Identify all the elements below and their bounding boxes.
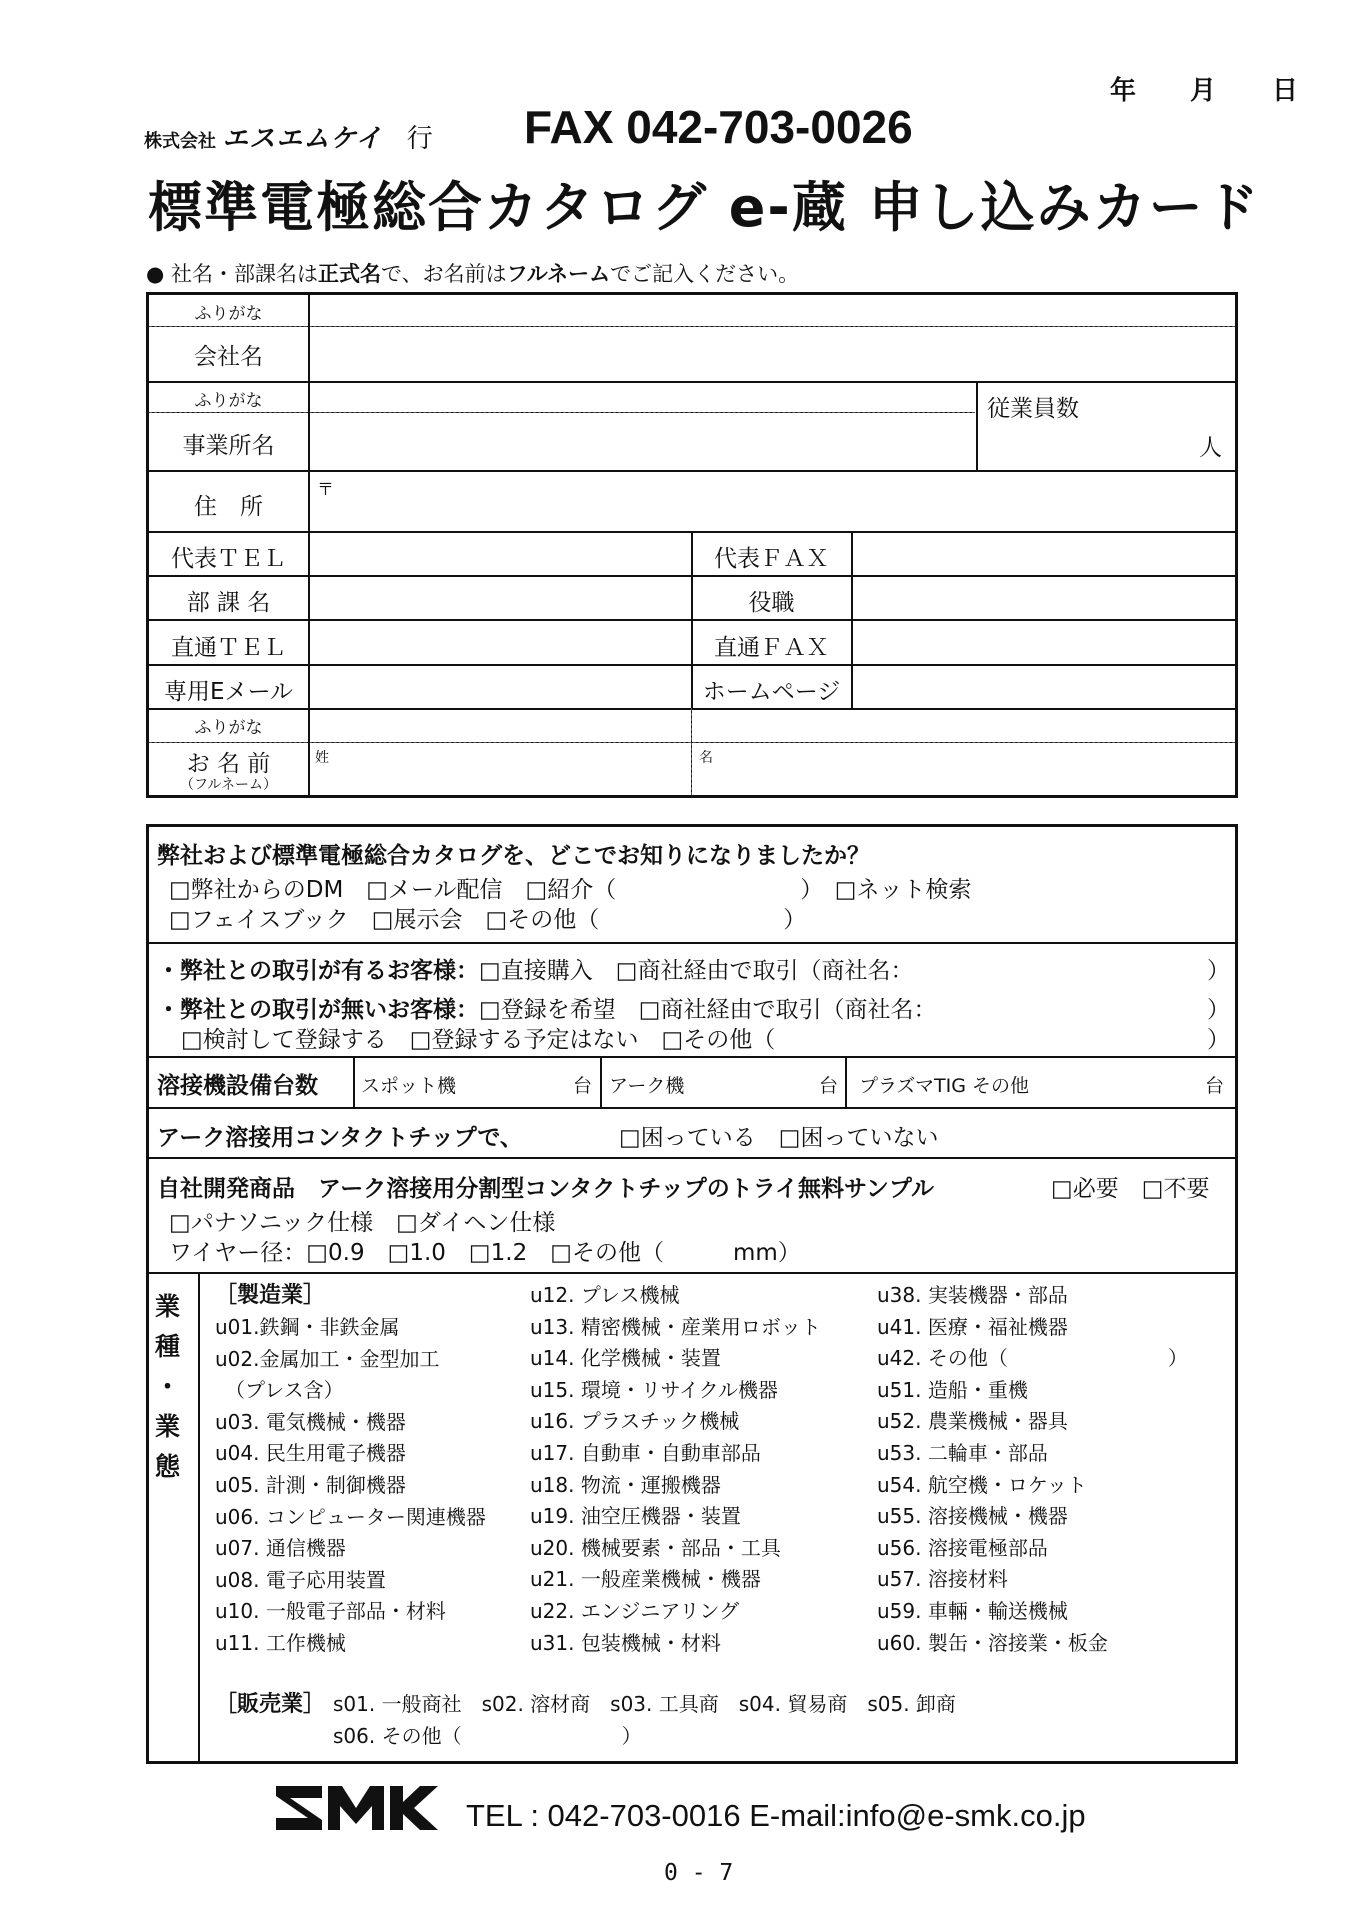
list-item: u03. 電気機械・機器 bbox=[215, 1409, 406, 1434]
arc-unit: 台 bbox=[819, 1075, 839, 1097]
list-item: u10. 一般電子部品・材料 bbox=[215, 1599, 446, 1624]
spot-unit: 台 bbox=[573, 1075, 593, 1097]
list-item: u31. 包装機械・材料 bbox=[530, 1630, 721, 1655]
list-item: u19. 油空圧機器・装置 bbox=[530, 1504, 741, 1529]
close-paren: ） bbox=[1207, 958, 1230, 984]
email-label: 専用Eメール bbox=[163, 679, 294, 705]
list-item: u01.鉄鋼・非鉄金属 bbox=[215, 1315, 400, 1339]
q5-label: 自社開発商品 アーク溶接用分割型コンタクトチップのトライ無料サンプル bbox=[157, 1176, 934, 1202]
q2-with-options: □直接購入 □商社経由で取引（商社名： bbox=[479, 958, 914, 984]
list-item: u53. 二輪車・部品 bbox=[877, 1440, 1048, 1465]
divider bbox=[149, 1056, 1235, 1058]
list-item: u05. 計測・制御機器 bbox=[215, 1472, 406, 1497]
q4-label: アーク溶接用コンタクトチップで、 bbox=[157, 1125, 523, 1151]
list-item: u07. 通信機器 bbox=[215, 1536, 346, 1561]
office-name-label: 事業所名 bbox=[182, 433, 275, 459]
list-item: u22. エンジニアリング bbox=[530, 1598, 740, 1623]
survey-box bbox=[146, 824, 1238, 1764]
list-item: （プレス含） bbox=[215, 1378, 344, 1403]
industry-char: 業 bbox=[155, 1292, 181, 1321]
list-item: u56. 溶接電極部品 bbox=[877, 1535, 1048, 1560]
q5-wire-options: ワイヤー径：□0.9 □1.0 □1.2 □その他（ mm） bbox=[169, 1240, 801, 1266]
list-item: u42. その他（ ） bbox=[877, 1346, 1188, 1371]
notice-bold-2: フルネーム bbox=[506, 262, 611, 286]
list-item: u51. 造船・重機 bbox=[877, 1377, 1028, 1402]
divider bbox=[353, 1056, 355, 1107]
list-item: u54. 航空機・ロケット bbox=[877, 1472, 1087, 1497]
notice-bold-1: 正式名 bbox=[318, 262, 381, 286]
q2-without-options: □登録を希望 □商社経由で取引（商社名： bbox=[479, 997, 937, 1023]
company-logo-text: エスエムケイ bbox=[222, 124, 383, 154]
list-item: u21. 一般産業機械・機器 bbox=[530, 1567, 761, 1592]
divider bbox=[149, 381, 1235, 383]
list-item: u59. 車輛・輸送機械 bbox=[877, 1598, 1068, 1623]
close-paren: ） bbox=[1207, 997, 1230, 1023]
list-item: u41. 医療・福祉機器 bbox=[877, 1314, 1068, 1339]
direct-fax-label: 直通ＦＡＸ bbox=[714, 635, 829, 661]
arc-label: アーク機 bbox=[609, 1075, 685, 1097]
plasma-label: プラズマTIG その他 bbox=[859, 1075, 1030, 1097]
list-item: u52. 農業機械・器具 bbox=[877, 1409, 1068, 1434]
industry-column-1 bbox=[215, 1312, 486, 1660]
fax-label: 代表ＦＡＸ bbox=[714, 546, 829, 572]
divider bbox=[308, 295, 310, 795]
employees-label: 従業員数 bbox=[987, 396, 1079, 422]
employees-unit: 人 bbox=[1199, 435, 1222, 461]
close-paren: ） bbox=[1207, 1027, 1230, 1053]
furigana-office-label: ふりがな bbox=[194, 391, 263, 411]
list-item: u04. 民生用電子機器 bbox=[215, 1441, 406, 1466]
postal-mark: 〒 bbox=[317, 480, 334, 500]
direct-tel-label: 直通ＴＥＬ bbox=[171, 635, 286, 661]
footer-contact: TEL : 042-703-0016 E-mail:info@e-smk.co.jp bbox=[466, 1798, 1086, 1833]
q4-options: □困っている □困っていない bbox=[619, 1125, 939, 1151]
q2-without-row bbox=[157, 991, 936, 1024]
smk-logo-icon bbox=[272, 1778, 442, 1838]
plasma-unit: 台 bbox=[1205, 1075, 1225, 1097]
list-item: u20. 機械要素・部品・工具 bbox=[530, 1535, 781, 1560]
list-item: u18. 物流・運搬機器 bbox=[530, 1472, 721, 1497]
industry-char: 業 bbox=[155, 1412, 181, 1441]
q2-with-row bbox=[157, 952, 913, 985]
industry-char: 種 bbox=[155, 1332, 181, 1361]
industry-char: ・ bbox=[155, 1372, 181, 1401]
company-prefix: 株式会社 bbox=[144, 131, 216, 152]
divider bbox=[976, 381, 978, 470]
industry-column-2 bbox=[530, 1280, 821, 1659]
to-mark: 行 bbox=[406, 124, 433, 154]
furigana-company-label: ふりがな bbox=[194, 304, 263, 324]
list-item: u14. 化学機械・装置 bbox=[530, 1346, 721, 1371]
divider bbox=[149, 742, 1235, 743]
notice-prefix: ● 社名・部課名は bbox=[146, 262, 318, 286]
date-month-label: 月 bbox=[1190, 76, 1217, 106]
list-item: u02.金属加工・金型加工 bbox=[215, 1346, 440, 1371]
divider bbox=[149, 326, 1235, 327]
sales-line-2: s06. その他（ ） bbox=[333, 1724, 642, 1748]
divider bbox=[149, 412, 975, 413]
divider bbox=[851, 531, 853, 708]
manufacturing-title: ［製造業］ bbox=[215, 1283, 326, 1308]
sales-line-1: s01. 一般商社 s02. 溶材商 s03. 工具商 s04. 貿易商 s05. 卸商 bbox=[333, 1692, 956, 1716]
homepage-label: ホームページ bbox=[702, 679, 841, 705]
position-label: 役職 bbox=[748, 590, 795, 616]
list-item: u38. 実装機器・部品 bbox=[877, 1283, 1068, 1307]
address-label: 住 所 bbox=[194, 494, 263, 520]
list-item: u13. 精密機械・産業用ロボット bbox=[530, 1314, 821, 1339]
tel-label: 代表ＴＥＬ bbox=[171, 546, 286, 572]
industry-char: 態 bbox=[155, 1452, 181, 1481]
q1-options-1: □弊社からのDM □メール配信 □紹介（ ） □ネット検索 bbox=[169, 877, 972, 903]
name-label: お 名 前 bbox=[186, 751, 271, 777]
divider bbox=[198, 1272, 200, 1761]
divider bbox=[845, 1056, 847, 1107]
list-item: u60. 製缶・溶接業・板金 bbox=[877, 1630, 1108, 1655]
company-name-label: 会社名 bbox=[194, 344, 263, 370]
notice-suffix: でご記入ください。 bbox=[610, 262, 800, 286]
divider bbox=[149, 1157, 1235, 1159]
q1-options-2: □フェイスブック □展示会 □その他（ ） bbox=[169, 907, 807, 933]
q2-without-label: ・弊社との取引が無いお客様： bbox=[157, 997, 479, 1023]
notice-mid: で、お名前は bbox=[381, 262, 507, 286]
industry-vertical-label bbox=[155, 1287, 179, 1487]
list-item: u55. 溶接機械・機器 bbox=[877, 1504, 1068, 1529]
smk-logo bbox=[272, 1778, 442, 1842]
notice bbox=[146, 258, 799, 288]
welder-title: 溶接機設備台数 bbox=[157, 1073, 318, 1099]
spot-label: スポット機 bbox=[361, 1075, 457, 1097]
list-item: u12. プレス機械 bbox=[530, 1283, 680, 1307]
industry-column-3 bbox=[877, 1280, 1188, 1659]
q2-with-label: ・弊社との取引が有るお客様： bbox=[157, 958, 479, 984]
list-item: u11. 工作機械 bbox=[215, 1630, 346, 1655]
page-number: 0 - 7 bbox=[664, 1860, 734, 1886]
name-note: （フルネーム） bbox=[179, 777, 278, 793]
list-item: u57. 溶接材料 bbox=[877, 1567, 1008, 1592]
q1-question: 弊社および標準電極総合カタログを、どこでお知りになりましたか？ bbox=[157, 843, 870, 869]
application-form bbox=[146, 292, 1238, 798]
divider bbox=[691, 708, 692, 795]
q2-options-3: □検討して登録する □登録する予定はない □その他（ bbox=[181, 1027, 776, 1053]
surname-label: 姓 bbox=[315, 750, 329, 766]
sales-title: ［販売業］ bbox=[215, 1692, 326, 1717]
list-item: u17. 自動車・自動車部品 bbox=[530, 1440, 761, 1465]
given-name-label: 名 bbox=[699, 750, 713, 766]
date-year-label: 年 bbox=[1110, 76, 1137, 106]
page-title: 標準電極総合カタログ e-蔵 申し込みカード bbox=[148, 176, 1261, 239]
list-item: u15. 環境・リサイクル機器 bbox=[530, 1377, 779, 1402]
q5-spec-options: □パナソニック仕様 □ダイヘン仕様 bbox=[169, 1210, 556, 1236]
divider bbox=[149, 1107, 1235, 1109]
furigana-name-label: ふりがな bbox=[194, 718, 263, 738]
list-item: u16. プラスチック機械 bbox=[530, 1409, 740, 1434]
divider bbox=[149, 1272, 1235, 1274]
date-day-label: 日 bbox=[1272, 76, 1299, 106]
fax-number: FAX 042-703-0026 bbox=[524, 101, 913, 153]
addressee bbox=[144, 118, 433, 155]
department-label: 部 課 名 bbox=[186, 590, 271, 616]
list-item: u06. コンピューター関連機器 bbox=[215, 1504, 486, 1529]
divider bbox=[149, 470, 1235, 472]
divider bbox=[149, 942, 1235, 944]
divider bbox=[149, 708, 1235, 710]
divider bbox=[600, 1056, 602, 1107]
list-item: u08. 電子応用装置 bbox=[215, 1567, 386, 1592]
q5-options: □必要 □不要 bbox=[1051, 1176, 1210, 1202]
